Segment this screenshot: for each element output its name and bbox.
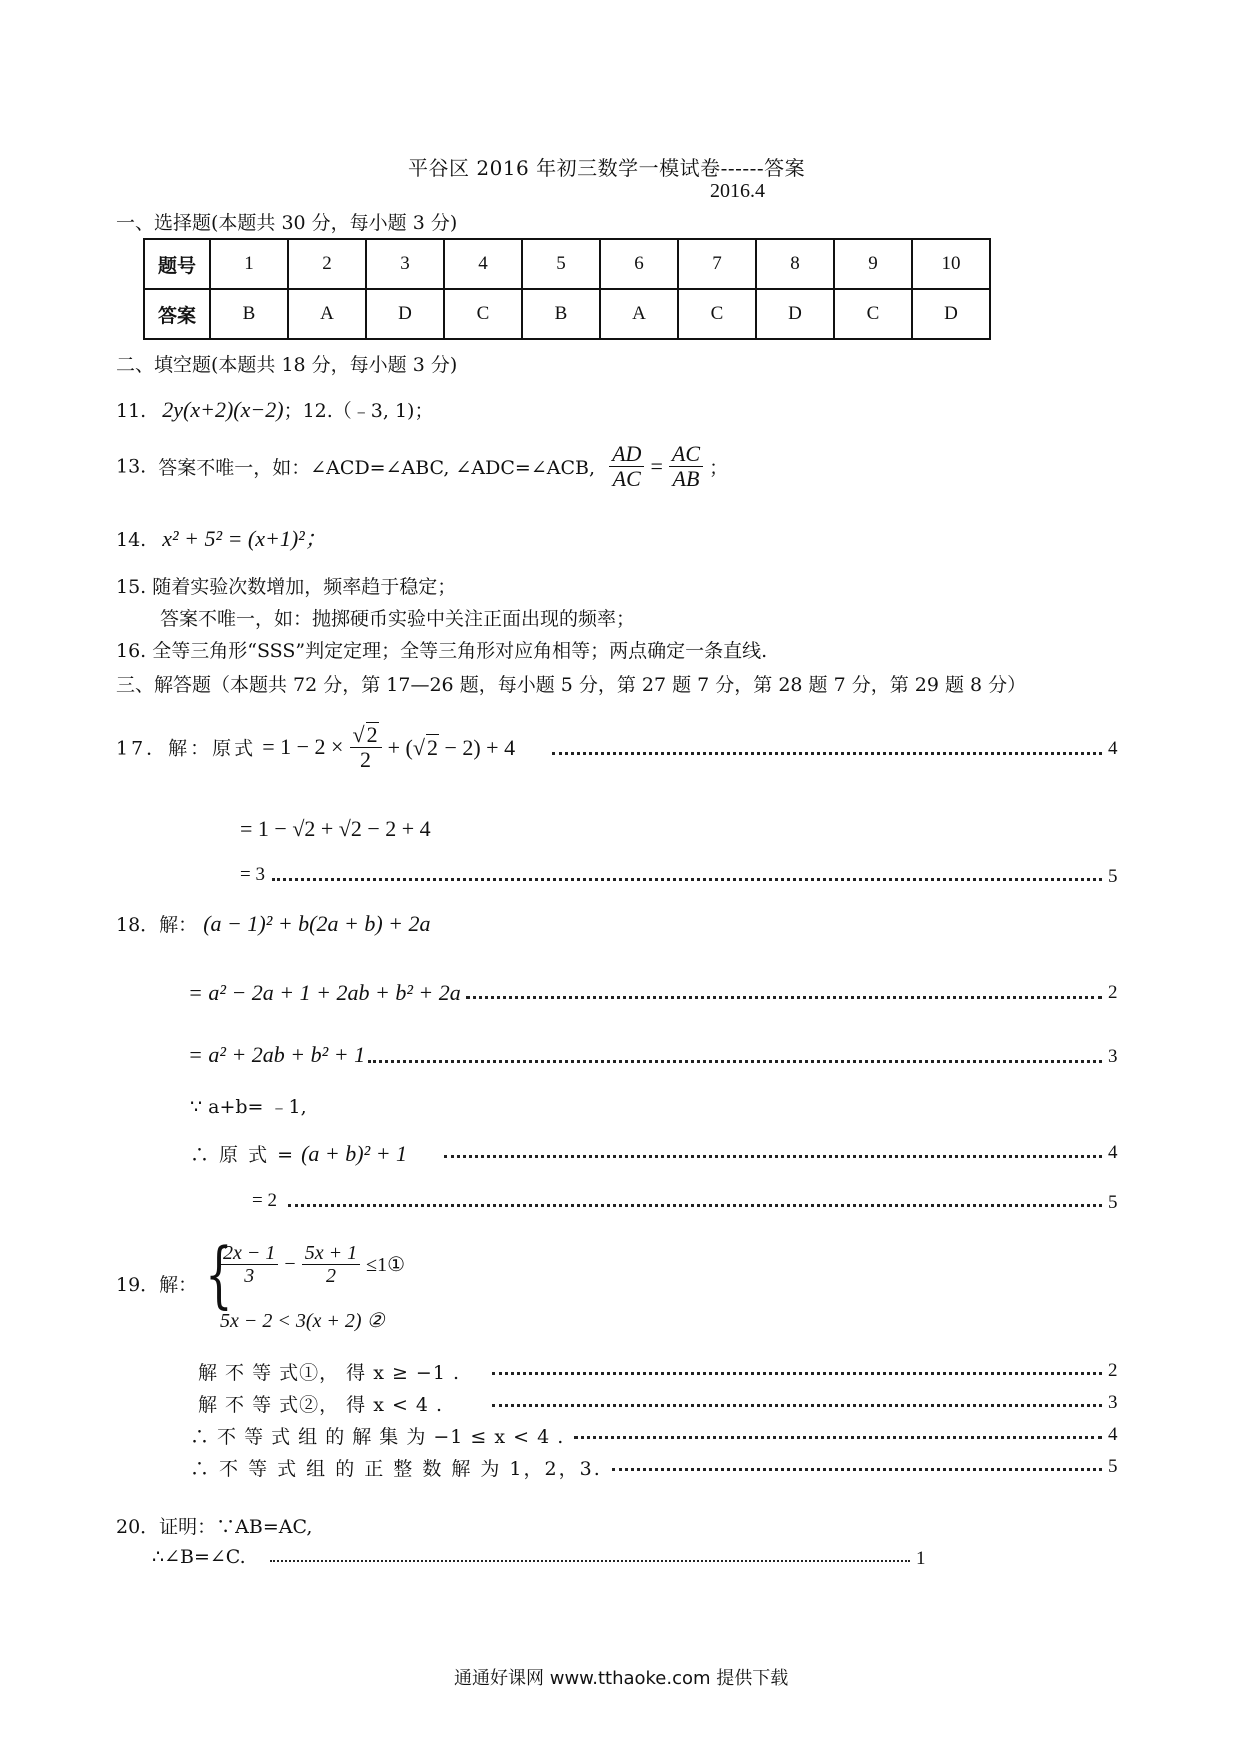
q19-inequality-1	[220, 1242, 405, 1287]
dot-leader	[270, 1560, 910, 1562]
table-row-answers	[144, 289, 990, 339]
inequality-tail: ≤1①	[366, 1254, 406, 1276]
q18-line1: = a² − 2a + 1 + 2ab + b² + 2a	[188, 980, 461, 1005]
q18-score-3: 3	[1108, 1046, 1118, 1067]
q20-line2: ∴∠B=∠C.	[152, 1546, 246, 1568]
fraction-5x+1-over-2	[302, 1242, 360, 1287]
q15-line1: 15. 随着实验次数增加，频率趋于稳定；	[116, 576, 457, 598]
section3-heading: 三、解答题（本题共 72 分，第 17—26 题，每小题 5 分，第 27 题 7 分，第 28 题 7 分，第 29 题 8 分）	[116, 674, 1027, 696]
q13-label: 13.	[116, 455, 147, 478]
q13-text: 答案不唯一，如：∠ACD=∠ABC, ∠ADC=∠ACB,	[158, 457, 596, 480]
table-cell: A	[288, 289, 366, 339]
table-cell: B	[210, 289, 288, 339]
dot-leader	[288, 1204, 1102, 1207]
table-cell: C	[444, 289, 522, 339]
q17-label: 17．解：原式	[116, 737, 257, 760]
page-title: 平谷区 2016 年初三数学一模试卷------答案	[408, 156, 806, 180]
table-cell: C	[834, 289, 912, 339]
q19-score-5: 5	[1108, 1456, 1118, 1477]
q18-line5: = 2	[252, 1190, 277, 1211]
fraction-numerator: 5x + 1	[302, 1242, 360, 1265]
fraction-numerator: 2x − 1	[220, 1242, 278, 1265]
dot-leader	[492, 1372, 1102, 1375]
q19-label: 19．解：	[116, 1274, 198, 1296]
equals-sign: =	[650, 453, 663, 479]
q11-label: 11.	[116, 400, 147, 422]
fraction-numerator: AC	[669, 442, 703, 467]
q13-fraction-ad-ac	[609, 442, 644, 491]
table-cell: 8	[756, 239, 834, 289]
left-brace: {	[205, 1232, 233, 1316]
q18-label: 18．解：	[116, 914, 198, 936]
fraction-denominator: 3	[244, 1265, 255, 1287]
q19-score-2: 2	[1108, 1360, 1118, 1381]
dot-leader	[492, 1404, 1102, 1407]
q19-inequality-2: 5x − 2 < 3(x + 2) ②	[220, 1310, 385, 1332]
minus-sign: −	[284, 1253, 296, 1275]
footer-source: 通通好课网 www.tthaoke.com 提供下载	[454, 1668, 789, 1689]
sqrt2-over-2	[350, 722, 382, 772]
table-cell: 10	[912, 239, 990, 289]
q18-score-5: 5	[1108, 1192, 1118, 1213]
table-cell: 3	[366, 239, 444, 289]
q17-step1: = 1 − 2 ×	[262, 734, 344, 760]
q19-step1: 解 不 等 式①， 得 x ≥ −1 .	[198, 1362, 460, 1384]
q14-line	[116, 522, 327, 553]
q14-expression: x² + 5² = (x+1)²；	[162, 526, 327, 551]
q18-line4-expression: (a + b)² + 1	[301, 1141, 408, 1166]
q13-end: ；	[709, 457, 729, 480]
q18-score-4: 4	[1108, 1142, 1118, 1163]
q13-fraction-ac-ab	[669, 442, 703, 491]
row-label-number: 题号	[144, 239, 210, 289]
table-cell: C	[678, 289, 756, 339]
table-cell: 5	[522, 239, 600, 289]
table-cell: B	[522, 289, 600, 339]
q17-line1	[116, 722, 515, 772]
dot-leader	[612, 1468, 1102, 1471]
dot-leader	[574, 1436, 1102, 1439]
fraction-denominator: 2	[360, 747, 372, 773]
dot-leader	[444, 1155, 1102, 1158]
q18-line4	[190, 1140, 407, 1167]
q19-step4: ∴ 不 等 式 组 的 正 整 数 解 为 1，2，3.	[190, 1458, 602, 1480]
q17-line3: = 3	[240, 864, 265, 885]
q18-line2: = a² + 2ab + b² + 1	[188, 1042, 366, 1067]
q14-label: 14.	[116, 529, 147, 551]
section2-heading: 二、填空题(本题共 18 分，每小题 3 分)	[116, 354, 458, 376]
q18-score-2: 2	[1108, 982, 1118, 1003]
q15-line2: 答案不唯一，如：抛掷硬币实验中关注正面出现的频率；	[160, 608, 636, 630]
q17-score-1: 4	[1108, 738, 1118, 759]
q19-score-3: 3	[1108, 1392, 1118, 1413]
fraction-denominator: AC	[612, 466, 641, 492]
dot-leader	[272, 878, 1102, 881]
q11-expression: 2y(x+2)(x−2)	[162, 397, 284, 422]
section1-heading: 一、选择题(本题共 30 分，每小题 3 分)	[116, 212, 458, 234]
q17-step1-tail: + (√2 − 2) + 4	[387, 734, 516, 760]
fraction-denominator: 2	[325, 1265, 336, 1287]
table-cell: 6	[600, 239, 678, 289]
table-cell: D	[756, 289, 834, 339]
fraction-numerator: AD	[609, 442, 644, 467]
q20-score-1: 1	[916, 1548, 926, 1569]
table-row-numbers	[144, 239, 990, 289]
table-cell: 1	[210, 239, 288, 289]
fraction-numerator: √2	[350, 722, 382, 748]
dot-leader	[368, 1060, 1102, 1063]
table-cell: D	[366, 289, 444, 339]
q17-score-3: 5	[1108, 866, 1118, 887]
table-cell: 7	[678, 239, 756, 289]
answer-table	[143, 238, 991, 340]
q18-expression: (a − 1)² + b(2a + b) + 2a	[203, 911, 431, 936]
dot-leader	[466, 996, 1102, 999]
q12-answer: ；12.（﹣3, 1)；	[283, 400, 434, 422]
row-label-answer: 答案	[144, 289, 210, 339]
q17-line2: = 1 − √2 + √2 − 2 + 4	[240, 816, 431, 841]
q18-line3: ∵ a+b= ﹣1,	[190, 1096, 307, 1118]
table-cell: 2	[288, 239, 366, 289]
table-cell: D	[912, 289, 990, 339]
q11-line	[116, 396, 433, 423]
table-cell: A	[600, 289, 678, 339]
dot-leader	[552, 752, 1102, 755]
q16-line: 16. 全等三角形“SSS”判定定理；全等三角形对应角相等；两点确定一条直线.	[116, 640, 768, 662]
table-cell: 4	[444, 239, 522, 289]
q20-line1: 20．证明：∵AB=AC,	[116, 1516, 313, 1538]
fraction-denominator: AB	[672, 466, 700, 492]
q19-step3: ∴ 不 等 式 组 的 解 集 为 −1 ≤ x < 4 .	[190, 1426, 565, 1448]
q19-score-4: 4	[1108, 1424, 1118, 1445]
q13-line	[116, 442, 728, 491]
table-cell: 9	[834, 239, 912, 289]
fraction-2x-1-over-3	[220, 1242, 278, 1287]
q18-line0	[116, 910, 431, 937]
q19-step2: 解 不 等 式②， 得 x < 4 .	[198, 1394, 444, 1416]
q18-line4-prefix: ∴ 原 式 =	[190, 1144, 296, 1166]
exam-date: 2016.4	[710, 180, 765, 202]
